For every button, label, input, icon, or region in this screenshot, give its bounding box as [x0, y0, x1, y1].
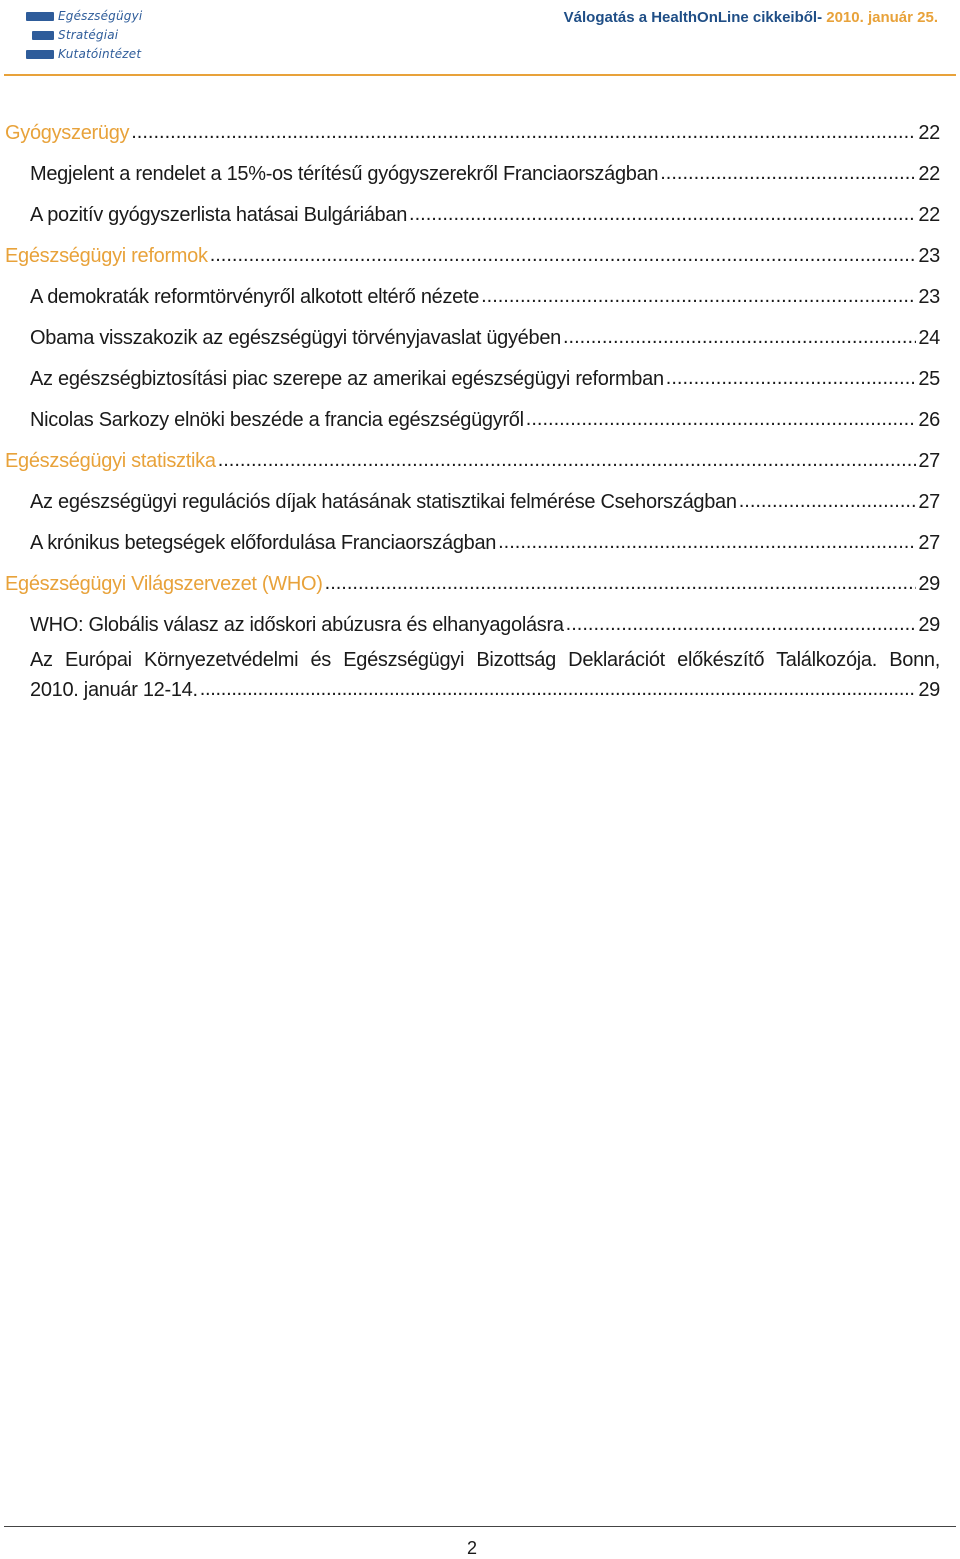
toc-leader-dots	[526, 404, 917, 434]
toc-leader-dots	[498, 527, 916, 557]
toc-leader-dots	[210, 240, 917, 270]
toc-subsection-entry[interactable]	[30, 200, 940, 230]
logo-bar-icon	[26, 12, 54, 21]
toc-entry-title: Az egészségügyi regulációs díjak hatásának statisztikai felmérése Csehországban	[30, 491, 737, 513]
logo-row-2	[26, 27, 118, 43]
logo-bar-icon	[26, 50, 54, 59]
toc-leader-dots	[660, 158, 916, 188]
toc-subsection-entry[interactable]	[30, 405, 940, 435]
toc-entry-page: 27	[918, 450, 940, 472]
footer-divider	[4, 1526, 956, 1527]
logo-bar-icon	[32, 31, 54, 40]
toc-leader-dots	[739, 486, 917, 516]
toc-leader-dots	[218, 445, 917, 475]
toc-entry-title: Megjelent a rendelet a 15%-os térítésű gyógyszerekről Franciaországban	[30, 163, 659, 185]
logo-row-1	[26, 8, 142, 24]
toc-subsection-entry[interactable]	[30, 282, 940, 312]
header-divider	[4, 74, 956, 76]
logo-row-3	[26, 46, 141, 62]
toc-section-entry[interactable]	[5, 241, 940, 271]
toc-leader-dots	[566, 609, 917, 639]
toc-entry-page: 22	[918, 163, 940, 185]
toc-leader-dots	[200, 674, 917, 704]
toc-entry-title: Nicolas Sarkozy elnöki beszéde a francia egészségügyről	[30, 409, 524, 431]
page-number: 2	[466, 1538, 477, 1558]
logo-text-line2: Stratégiai	[58, 28, 119, 42]
toc-section-entry[interactable]	[5, 118, 940, 148]
toc-subsection-entry[interactable]	[30, 610, 940, 640]
toc-entry-page: 29	[918, 614, 940, 636]
toc-entry-page: 25	[918, 368, 940, 390]
toc-entry-title: Gyógyszerügy	[5, 122, 130, 144]
toc-entry-title: A pozitív gyógyszerlista hatásai Bulgáriában	[30, 204, 408, 226]
header-title-date: 2010. január 25.	[826, 9, 938, 26]
toc-subsection-entry[interactable]	[30, 364, 940, 394]
toc-entry-title: A demokraták reformtörvényről alkotott eltérő nézete	[30, 286, 480, 308]
header-title	[564, 9, 938, 26]
toc-entry-title: A krónikus betegségek előfordulása Franciaországban	[30, 532, 497, 554]
toc-leader-dots	[325, 568, 917, 598]
logo-text-line3: Kutatóintézet	[58, 47, 142, 61]
toc-section-entry[interactable]	[5, 569, 940, 599]
toc-entry-page: 22	[918, 204, 940, 226]
header-title-prefix: Válogatás a HealthOnLine cikkeiből-	[563, 9, 823, 26]
toc-leader-dots	[666, 363, 917, 393]
toc-entry-title: Obama visszakozik az egészségügyi törvényjavaslat ügyében	[30, 327, 561, 349]
toc-leader-dots	[481, 281, 916, 311]
toc-subsection-entry[interactable]	[30, 323, 940, 353]
institute-logo	[26, 6, 156, 62]
toc-entry-page: 26	[918, 409, 940, 431]
toc-entry-title: Egészségügyi Világszervezet (WHO)	[5, 573, 323, 595]
toc-entry-title: Egészségügyi statisztika	[5, 450, 216, 472]
toc-entry-page: 29	[918, 679, 940, 701]
toc-entry-page: 29	[918, 573, 940, 595]
toc-entry-title-line2-row	[30, 675, 940, 705]
toc-entry-page: 23	[918, 245, 940, 267]
toc-entry-title: Egészségügyi reformok	[5, 245, 208, 267]
toc-entry-title-line1: Az Európai Környezetvédelmi és Egészségügyi Bizottság Deklarációt előkészítő Találkozója. Bonn,	[30, 649, 940, 671]
toc-entry-page: 27	[918, 491, 940, 513]
toc-section-entry[interactable]	[5, 446, 940, 476]
toc-entry-title: WHO: Globális válasz az időskori abúzusra és elhanyagolásra	[30, 614, 564, 636]
toc-entry-page: 22	[918, 122, 940, 144]
toc-entry-page: 27	[918, 532, 940, 554]
toc-leader-dots	[563, 322, 916, 352]
toc-subsection-entry[interactable]	[30, 487, 940, 517]
toc-leader-dots	[131, 117, 916, 147]
toc-entry-title: Az egészségbiztosítási piac szerepe az amerikai egészségügyi reformban	[30, 368, 664, 390]
toc-subsection-entry[interactable]	[30, 528, 940, 558]
toc-entry-title-line2: 2010. január 12-14.	[30, 679, 198, 701]
toc-entry-page: 24	[918, 327, 940, 349]
toc-entry-page: 23	[918, 286, 940, 308]
toc-subsection-entry[interactable]	[30, 159, 940, 189]
toc-leader-dots	[409, 199, 916, 229]
toc-entry-multiline[interactable]	[30, 645, 940, 705]
page-header	[0, 0, 960, 80]
logo-text-line1: Egészségügyi	[58, 9, 143, 23]
